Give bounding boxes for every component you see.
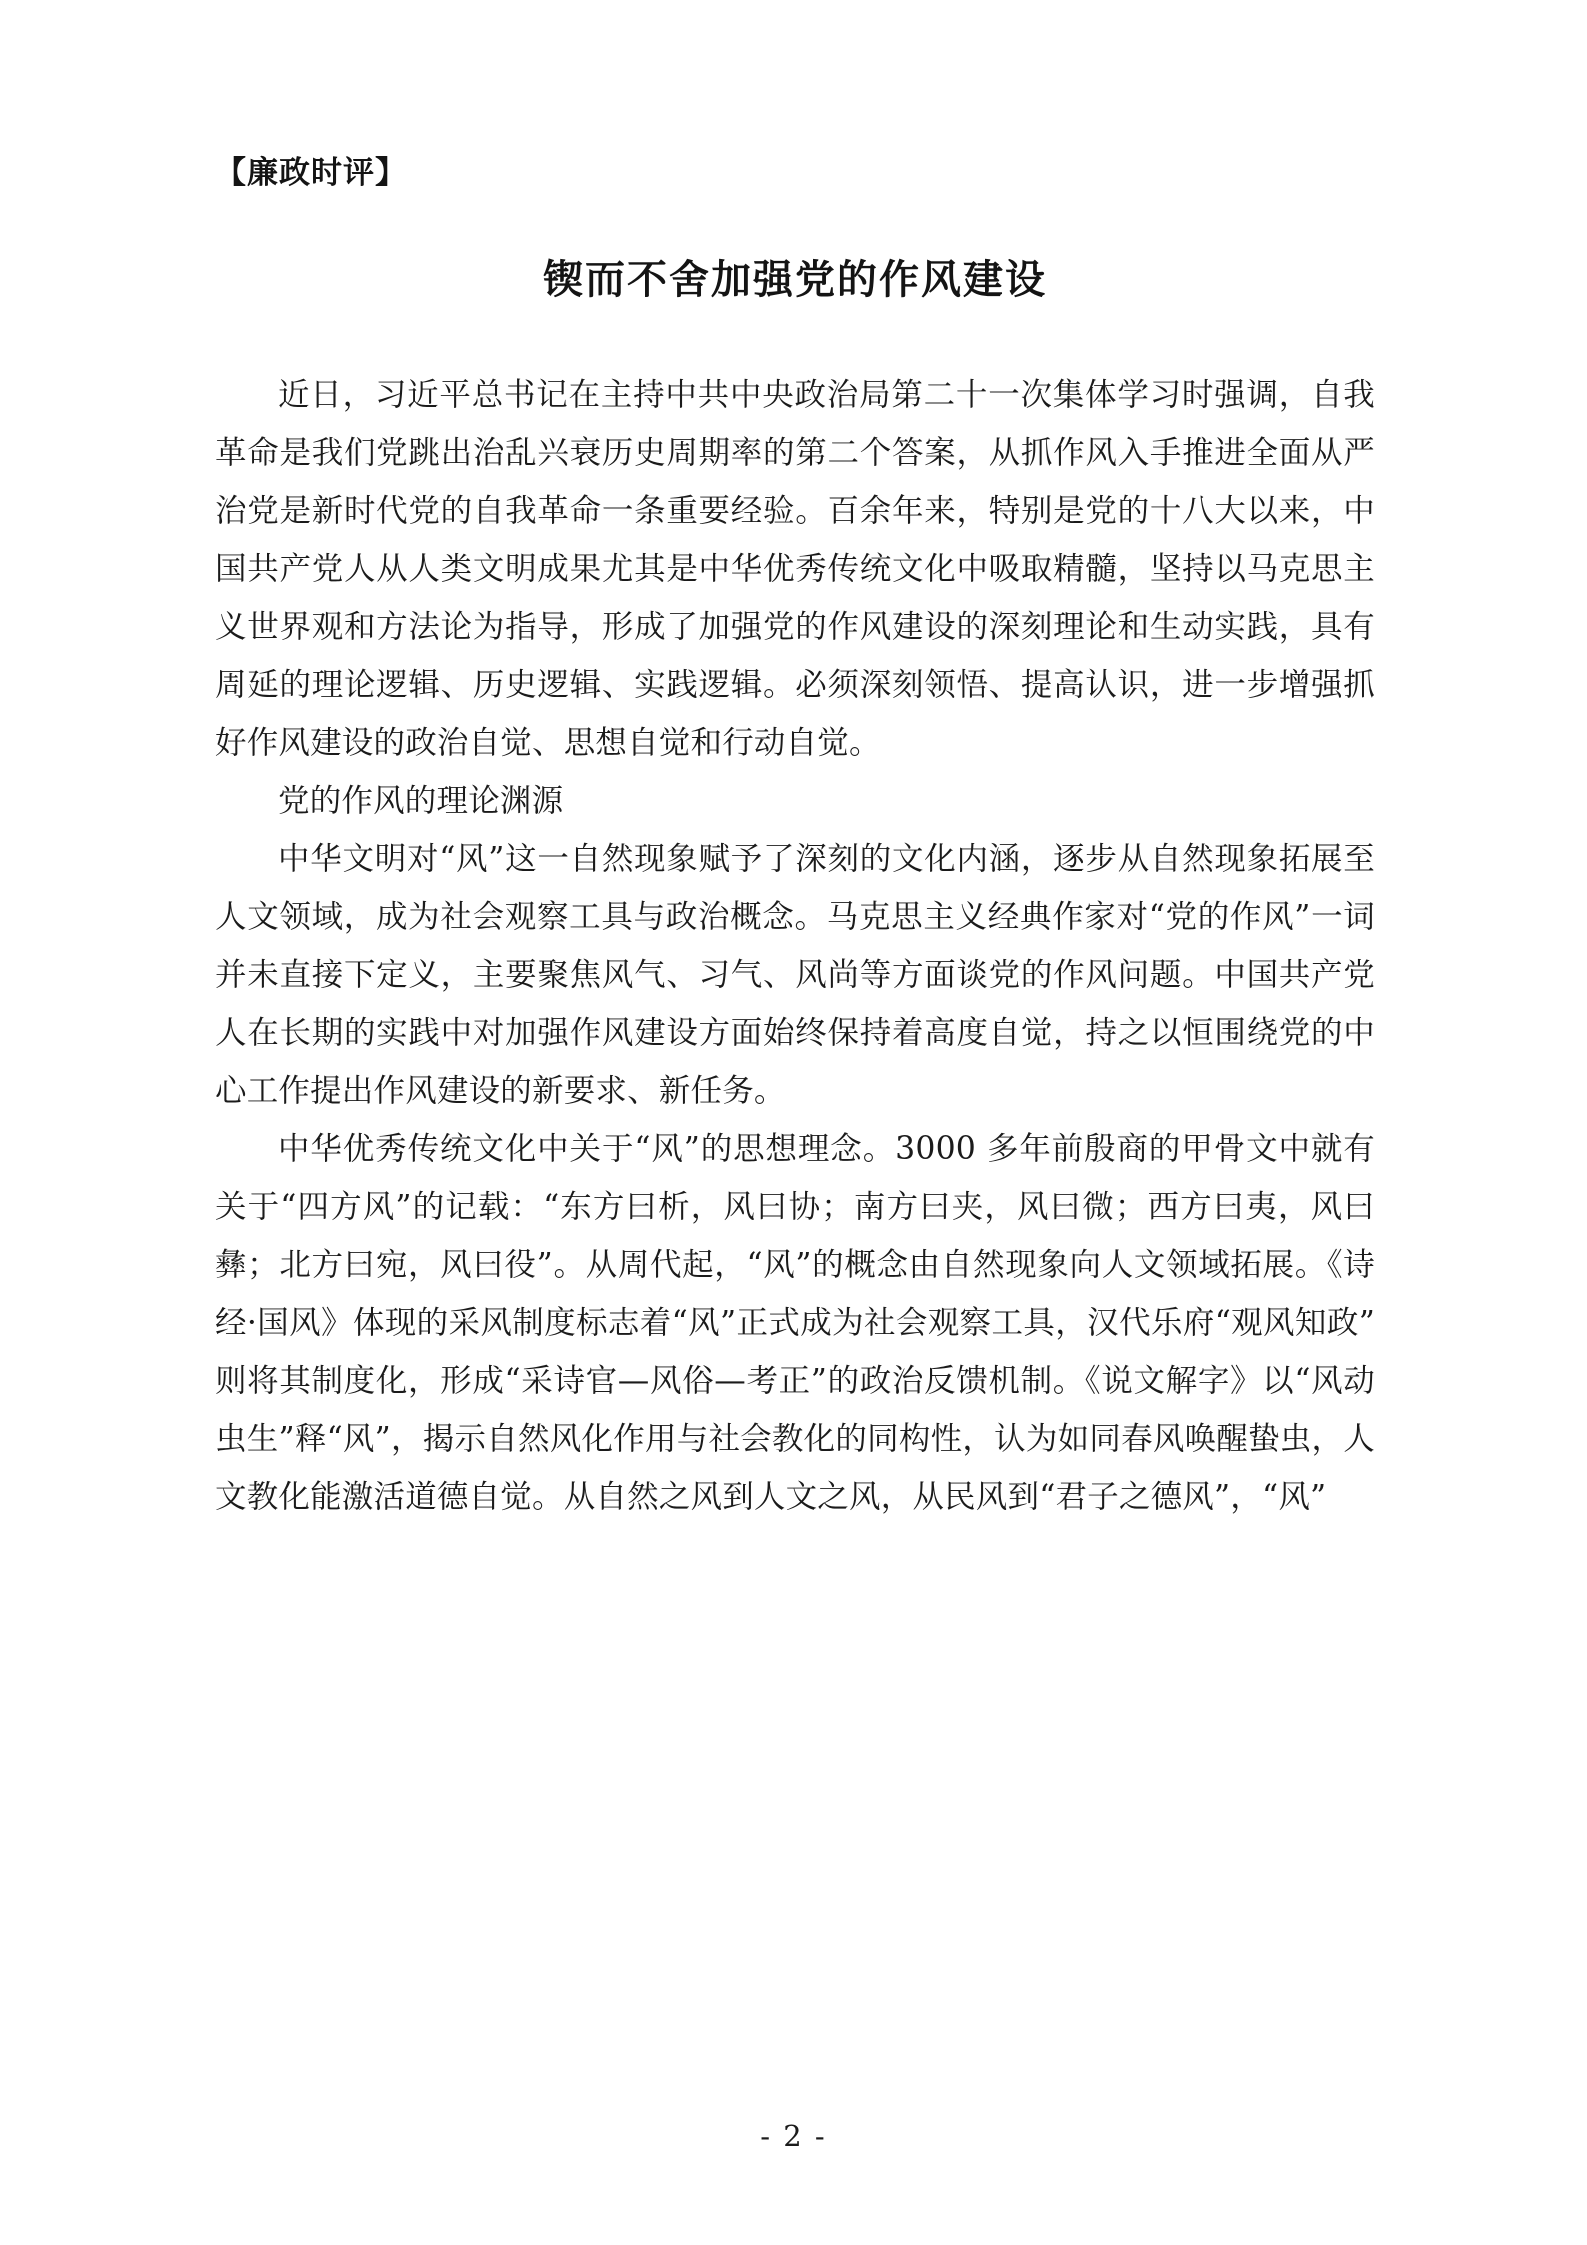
section-kicker: 【廉政时评】 <box>215 155 407 191</box>
page-content <box>215 155 1375 1526</box>
subheading-1: 党的作风的理论渊源 <box>278 783 564 820</box>
page-title: 锲而不舍加强党的作风建设 <box>543 256 1047 304</box>
paragraph-3: 中华优秀传统文化中关于“风”的思想理念。3000 多年前殷商的甲骨文中就有关于“四方风”的记载：“东方曰析，风曰协；南方曰夹，风曰微；西方曰夷，风曰彝；北方曰宛，风曰役”。从周代起，“风”的概念由自然现象向人文领域拓展。《诗经·国风》体现的采风制度标志着“风”正式成为社会观察工具，汉代乐府“观风知政”则将其制度化，形成“采诗官—风俗—考正”的政治反馈机制。《说文解字》以“风动虫生”释“风”，揭示自然风化作用与社会教化的同构性，认为如同春风唤醒蛰虫，人文教化能激活道德自觉。从自然之风到人文之风，从民风到“君子之德风”，“风” <box>215 1131 1375 1516</box>
page-number: - 2 - <box>760 2119 827 2153</box>
paragraph-2: 中华文明对“风”这一自然现象赋予了深刻的文化内涵，逐步从自然现象拓展至人文领域，成为社会观察工具与政治概念。马克思主义经典作家对“党的作风”一词并未直接下定义，主要聚焦风气、习气、风尚等方面谈党的作风问题。中国共产党人在长期的实践中对加强作风建设方面始终保持着高度自觉，持之以恒围绕党的中心工作提出作风建设的新要求、新任务。 <box>215 841 1375 1110</box>
paragraph-1: 近日，习近平总书记在主持中共中央政治局第二十一次集体学习时强调，自我革命是我们党跳出治乱兴衰历史周期率的第二个答案，从抓作风入手推进全面从严治党是新时代党的自我革命一条重要经验。百余年来，特别是党的十八大以来，中国共产党人从人类文明成果尤其是中华优秀传统文化中吸取精髓，坚持以马克思主义世界观和方法论为指导，形成了加强党的作风建设的深刻理论和生动实践，具有周延的理论逻辑、历史逻辑、实践逻辑。必须深刻领悟、提高认识，进一步增强抓好作风建设的政治自觉、思想自觉和行动自觉。 <box>215 377 1375 762</box>
